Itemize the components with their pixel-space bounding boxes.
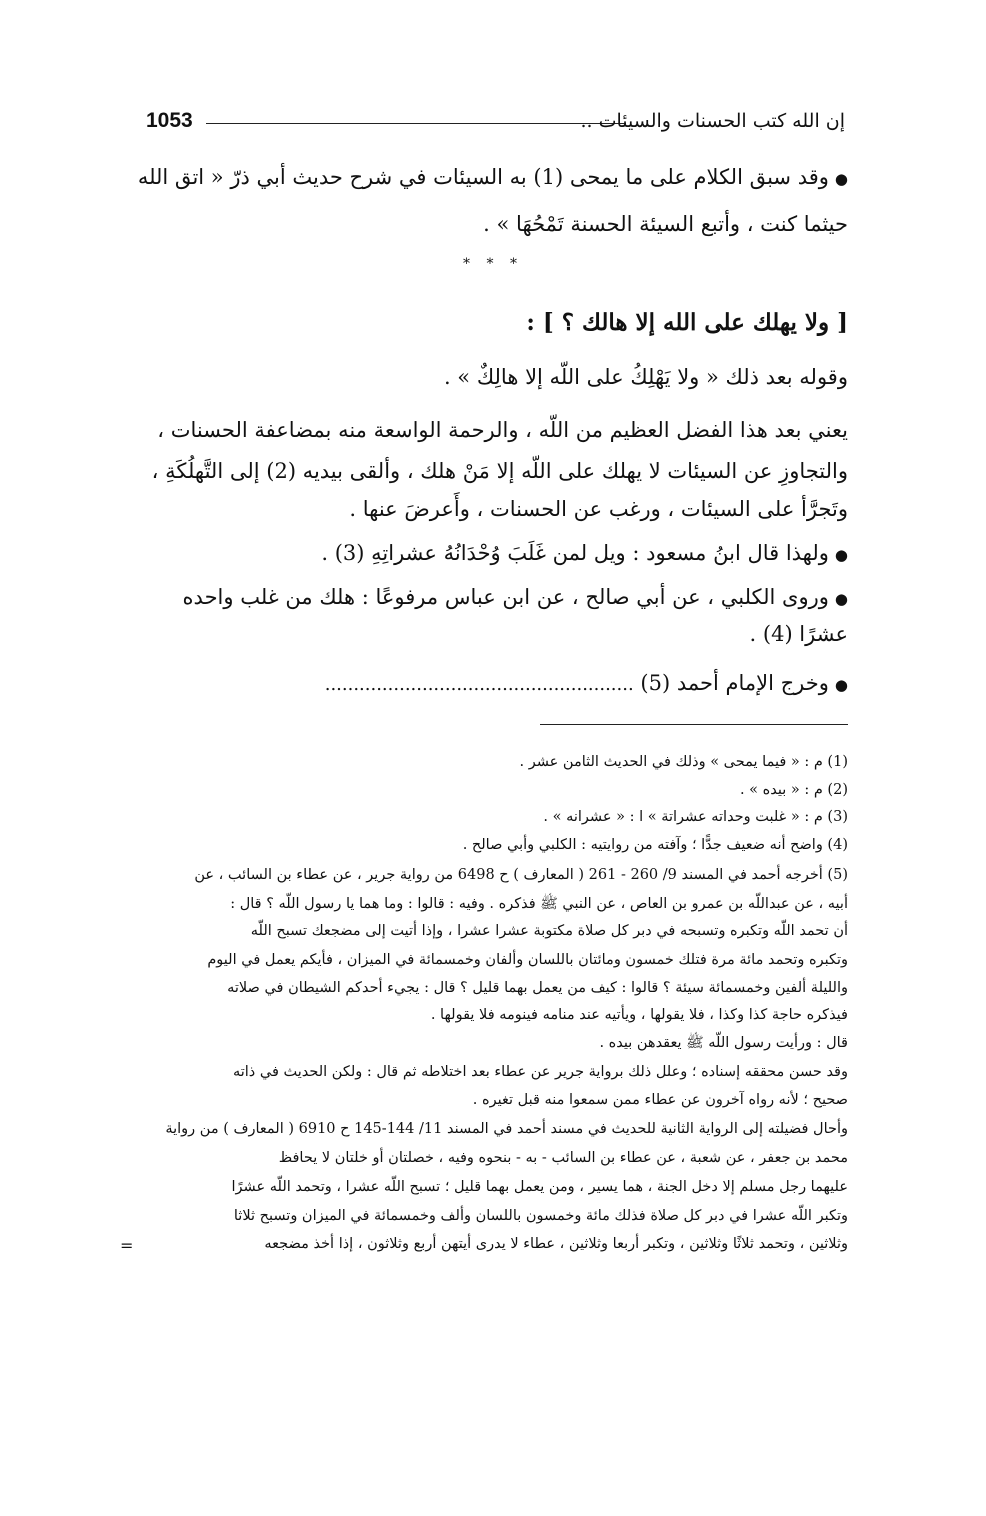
footnote-line: وتكبر اللّه عشرا في دبر كل صلاة فذلك مائة وخمسون باللسان وألف وخمسمائة في الميزان وتسبح ثلاثا [233, 1208, 848, 1224]
footnote-line: وقد حسن محققه إسناده ؛ وعلل ذلك برواية جرير عن عطاء بعد اختلاطه ثم قال : ولكن الحديث في ذاته [232, 1064, 848, 1080]
bullet-icon: ● [834, 676, 848, 694]
ellipsis-dots: ...................................................... [324, 674, 634, 695]
footnote-separator [540, 724, 848, 725]
paragraph-3-line-3: وتَجرَّأ على السيئات ، ورغب عن الحسنات ، وأَعرضَ عنها . [349, 497, 848, 521]
paragraph-5-line-1: ●وروى الكلبي ، عن أبي صالح ، عن ابن عباس مرفوعًا : هلك من غلب واحده [182, 585, 848, 609]
paragraph-3-line-1: يعني بعد هذا الفضل العظيم من اللّه ، والرحمة الواسعة منه بمضاعفة الحسنات ، [157, 418, 848, 442]
footnote-line: وأحال فضيلته إلى الرواية الثانية للحديث في مسند أحمد في المسند 11/ 144-145 ح 6910 ( المعارف ) من رواية [165, 1121, 848, 1137]
section-separator: * * * [463, 256, 523, 272]
footnote-line: قال : ورأيت رسول اللّه ﷺ يعقدهن بيده . [599, 1035, 848, 1051]
continuation-mark: = [120, 1236, 134, 1255]
footnote-line: (1) م : « فيما يمحى » وذلك في الحديث الثامن عشر . [519, 754, 848, 770]
footnote-line: محمد بن جعفر ، عن شعبة ، عن عطاء بن السائب - به - بنحوه وفيه ، خصلتان أو خلتان لا يحافظ [278, 1150, 848, 1166]
footnote-line: أبيه ، عن عبداللّه بن عمرو بن العاص ، عن النبي ﷺ فذكره . وفيه : قالوا : وما هما يا رسول اللّه ؟ قال : [230, 896, 848, 912]
footnote-line: (5) أخرجه أحمد في المسند 9/ 260 - 261 ( المعارف ) ح 6498 من رواية جرير ، عن عطاء بن السائب ، عن [194, 867, 848, 883]
footnote-line: صحيح ؛ لأنه رواه آخرون عن عطاء ممن سمعوا منه قبل تغيره . [472, 1092, 848, 1108]
footnote-line: وتكبره وتحمد مائة مرة فتلك خمسون ومائتان باللسان وألفان وخمسمائة في الميزان ، فأيكم يعمل في اليوم [207, 952, 848, 968]
bullet-icon: ● [834, 590, 848, 608]
page-number: 1053 [146, 109, 193, 132]
footnote-line: وثلاثين ، وتحمد ثلاثًا وثلاثين ، وتكبر أربعا وثلاثين ، عطاء لا يدرى أيتهن أربع وثلاثون ، إذا أخذ مضجعه [264, 1236, 848, 1252]
footnote-line: أن تحمد اللّه وتكبره وتسبحه في دبر كل صلاة مكتوبة عشرا عشرا ، وإذا أتيت إلى مضجعك تسبح اللّه [250, 923, 848, 939]
footnote-line: (2) م : « بيده » . [739, 782, 848, 798]
paragraph-1-line-2: حيثما كنت ، وأتبع السيئة الحسنة تَمْحُهَا » . [483, 212, 848, 236]
paragraph-3-line-2: والتجاوزِ عن السيئات لا يهلك على اللّه إلا مَنْ هلك ، وألقى بيديه (2) إلى التَّهلُكَةِ ، [151, 459, 848, 483]
paragraph-4: ●ولهذا قال ابنُ مسعود : ويل لمن غَلَبَ وُحْدَانُهُ عشراتِهِ (3) . [321, 541, 848, 565]
paragraph-5-line-2: عشرًا (4) . [749, 622, 848, 646]
footnote-line: والليلة ألفين وخمسمائة سيئة ؟ قالوا : كيف من يعمل بهما قليل ؟ قال : يجيء أحدكم الشيطان في صلاته [227, 980, 848, 996]
section-heading: [ ولا يهلك على الله إلا هالك ؟ ] : [526, 309, 848, 336]
footnote-line: (4) واضح أنه ضعيف جدًّا ؛ وآفته من روايتيه : الكلبي وأبي صالح . [462, 837, 848, 853]
bullet-icon: ● [834, 170, 848, 188]
footnote-line: عليهما رجل مسلم إلا دخل الجنة ، هما يسير ، ومن يعمل بهما قليل ؛ تسبح اللّه عشرا ، وتحمد اللّه عشرًا [231, 1179, 848, 1195]
footnote-line: فيذكره حاجة كذا وكذا ، فلا يقولها ، ويأتيه عند منامه فينومه فلا يقولها . [430, 1007, 848, 1023]
paragraph-6: ●وخرج الإمام أحمد (5) ...................................................... [324, 671, 848, 695]
paragraph-2: وقوله بعد ذلك « ولا يَهْلِكُ على اللّه إلا هالِكٌ » . [443, 365, 848, 389]
main-text [138, 0, 848, 720]
bullet-icon: ● [834, 546, 848, 564]
footnote-line: (3) م : « غلبت وحداته عشراتة » ا : « عشرانه » . [543, 809, 848, 825]
paragraph-1-line-1: ●وقد سبق الكلام على ما يمحى (1) به السيئات في شرح حديث أبي ذرّ « اتق الله [137, 165, 848, 189]
running-title: إن الله كتب الحسنات والسيئات .. [580, 110, 845, 132]
